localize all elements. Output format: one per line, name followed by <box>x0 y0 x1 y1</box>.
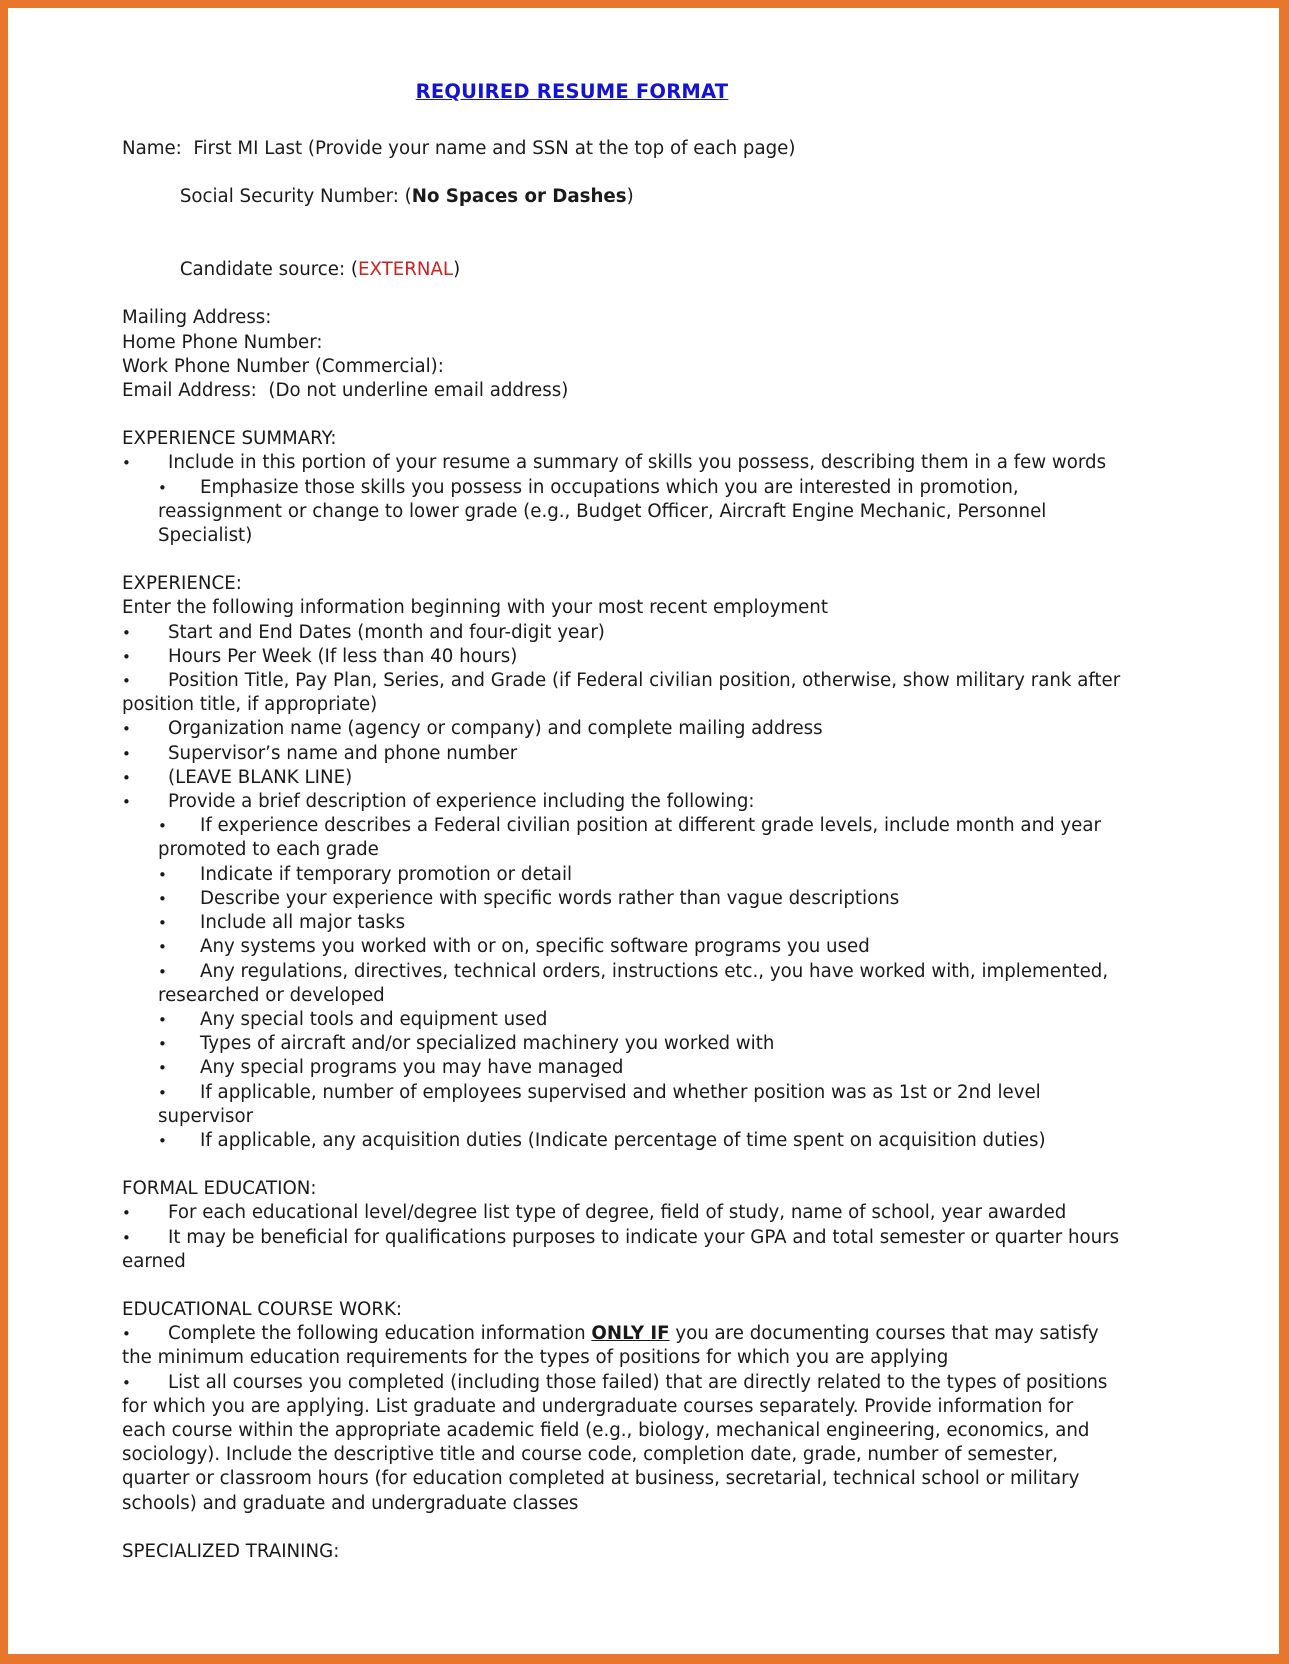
candidate-suffix: ) <box>453 259 461 281</box>
page-title: REQUIRED RESUME FORMAT <box>415 80 729 103</box>
list-item <box>158 1081 1122 1129</box>
ssn-prefix: Social Security Number: ( <box>179 186 412 208</box>
list-item-text: It may be beneficial for qualifications purposes to indicate your GPA and total semester or quarter hours earned <box>122 1226 1120 1272</box>
list-item-text: Organization name (agency or company) and complete mailing address <box>168 718 823 740</box>
list-item <box>158 887 1122 911</box>
field-work-phone: Work Phone Number (Commercial): <box>122 355 444 377</box>
list-item <box>122 790 1122 814</box>
list-item <box>122 766 1122 790</box>
experience-intro: Enter the following information beginning with your most recent employment <box>122 597 828 619</box>
list-item <box>158 911 1122 935</box>
bullet-icon: • <box>122 1373 131 1392</box>
list-item <box>122 451 1122 475</box>
spacer <box>122 403 1122 427</box>
list-item <box>122 1226 1122 1274</box>
section-heading-experience-summary: EXPERIENCE SUMMARY: <box>122 428 337 450</box>
bullet-icon: • <box>122 1204 131 1223</box>
list-item <box>122 669 1122 717</box>
list-item-text: Any regulations, directives, technical orders, instructions etc., you have worked with, implemented, researched or developed <box>158 960 1109 1006</box>
list-item <box>122 742 1122 766</box>
candidate-prefix: Candidate source: ( <box>179 259 358 281</box>
section-heading-specialized-training: SPECIALIZED TRAINING: <box>122 1540 340 1562</box>
bullet-icon: • <box>158 1131 167 1150</box>
list-item-text: If experience describes a Federal civilian position at different grade levels, include month and year promoted to each grade <box>158 815 1101 861</box>
list-item-text-after: you are documenting courses that may satisfy the minimum education requirements for the types of positions for which you are applying <box>122 1323 1099 1369</box>
list-item <box>158 863 1122 887</box>
list-item-text: Include in this portion of your resume a summary of skills you possess, describing them in a few words <box>168 452 1107 474</box>
list-item-text: (LEAVE BLANK LINE) <box>168 766 353 788</box>
list-item-text: Any special tools and equipment used <box>200 1008 548 1030</box>
bullet-icon: • <box>122 720 131 739</box>
field-home-phone: Home Phone Number: <box>122 331 323 353</box>
bullet-icon: • <box>122 672 131 691</box>
bullet-icon: • <box>122 1325 131 1344</box>
list-item <box>122 645 1122 669</box>
list-item-text: Types of aircraft and/or specialized machinery you worked with <box>200 1033 775 1055</box>
list-item-text: Start and End Dates (month and four-digit year) <box>168 621 605 643</box>
list-item <box>158 476 1122 549</box>
list-item <box>158 1032 1122 1056</box>
list-item <box>158 1129 1122 1153</box>
field-name: Name: First MI Last (Provide your name and SSN at the top of each page) <box>122 138 796 159</box>
bullet-icon: • <box>122 1228 131 1247</box>
bullet-icon: • <box>122 768 131 787</box>
list-item-text: Provide a brief description of experience including the following: <box>168 791 755 813</box>
only-if-emphasis: ONLY IF <box>591 1323 670 1345</box>
bullet-icon: • <box>158 914 167 933</box>
ssn-emphasis: No Spaces or Dashes <box>411 186 627 208</box>
bullet-icon: • <box>158 1035 167 1054</box>
field-social-security-number <box>122 161 1122 234</box>
list-item-text: Indicate if temporary promotion or detail <box>200 863 573 885</box>
bullet-icon: • <box>158 889 167 908</box>
list-item-text: List all courses you completed (including those failed) that are directly related to the types of positions for which you are applying. List graduate and undergraduate courses separately. Provide information for each course within the appropriate academic field (e.g., biology, mechanical engineering, economics, and sociology). Include the descriptive title and course code, completion date, grade, number of semester, quarter or classroom hours (for education completed at business, secretarial, technical school or military schools) and graduate and undergraduate classes <box>122 1371 1108 1514</box>
list-item <box>122 1201 1122 1225</box>
bullet-icon: • <box>158 817 167 836</box>
list-item-text: Supervisor’s name and phone number <box>168 742 518 764</box>
list-item-text: If applicable, number of employees supervised and whether position was as 1st or 2nd level supervisor <box>158 1081 1041 1127</box>
bullet-icon: • <box>122 647 131 666</box>
list-item-text: Describe your experience with specific words rather than vague descriptions <box>200 887 900 909</box>
spacer <box>122 1153 1122 1177</box>
spacer <box>122 548 1122 572</box>
bullet-icon: • <box>158 1059 167 1078</box>
list-item <box>122 1371 1122 1516</box>
section-heading-educational-course-work: EDUCATIONAL COURSE WORK: <box>122 1298 403 1320</box>
field-mailing-address: Mailing Address: <box>122 307 272 329</box>
field-email-address: Email Address: (Do not underline email address) <box>122 380 569 402</box>
field-candidate-source <box>122 234 1122 307</box>
list-item-text: Any special programs you may have managed <box>200 1057 624 1079</box>
bullet-icon: • <box>158 938 167 957</box>
list-item-text: Any systems you worked with or on, specific software programs you used <box>200 936 870 958</box>
ssn-suffix: ) <box>626 186 634 208</box>
list-item-text: Emphasize those skills you possess in occupations which you are interested in promotion, reassignment or change to lower grade (e.g., Budget Officer, Aircraft Engine Mechanic, Personnel Specialist) <box>158 476 1047 547</box>
list-item <box>122 621 1122 645</box>
bullet-icon: • <box>122 744 131 763</box>
list-item-text: Include all major tasks <box>200 912 406 934</box>
spacer <box>122 1274 1122 1298</box>
list-item-text-before: Complete the following education information <box>168 1323 592 1345</box>
document-body <box>122 80 1122 1564</box>
bullet-icon: • <box>122 793 131 812</box>
list-item-text: Hours Per Week (If less than 40 hours) <box>168 645 518 667</box>
list-item <box>158 814 1122 862</box>
list-item <box>122 1322 1122 1370</box>
list-item-text: Position Title, Pay Plan, Series, and Grade (if Federal civilian position, otherwise, show military rank after position title, if appropriate) <box>122 670 1121 716</box>
section-heading-formal-education: FORMAL EDUCATION: <box>122 1178 317 1200</box>
document-page <box>8 8 1279 1654</box>
bullet-icon: • <box>158 865 167 884</box>
spacer <box>122 1516 1122 1540</box>
list-item <box>122 717 1122 741</box>
candidate-source-value: EXTERNAL <box>358 259 454 281</box>
list-item <box>158 1056 1122 1080</box>
list-item-text: If applicable, any acquisition duties (Indicate percentage of time spent on acquisition duties) <box>200 1129 1046 1151</box>
bullet-icon: • <box>158 478 167 497</box>
bullet-icon: • <box>122 623 131 642</box>
header-fields-block <box>122 137 1122 403</box>
list-item <box>158 1008 1122 1032</box>
section-heading-experience: EXPERIENCE: <box>122 573 242 595</box>
bullet-icon: • <box>158 1083 167 1102</box>
list-item <box>158 935 1122 959</box>
bullet-icon: • <box>122 454 131 473</box>
list-item-text: For each educational level/degree list type of degree, field of study, name of school, year awarded <box>168 1202 1067 1224</box>
bullet-icon: • <box>158 1010 167 1029</box>
list-item <box>158 960 1122 1008</box>
bullet-icon: • <box>158 962 167 981</box>
